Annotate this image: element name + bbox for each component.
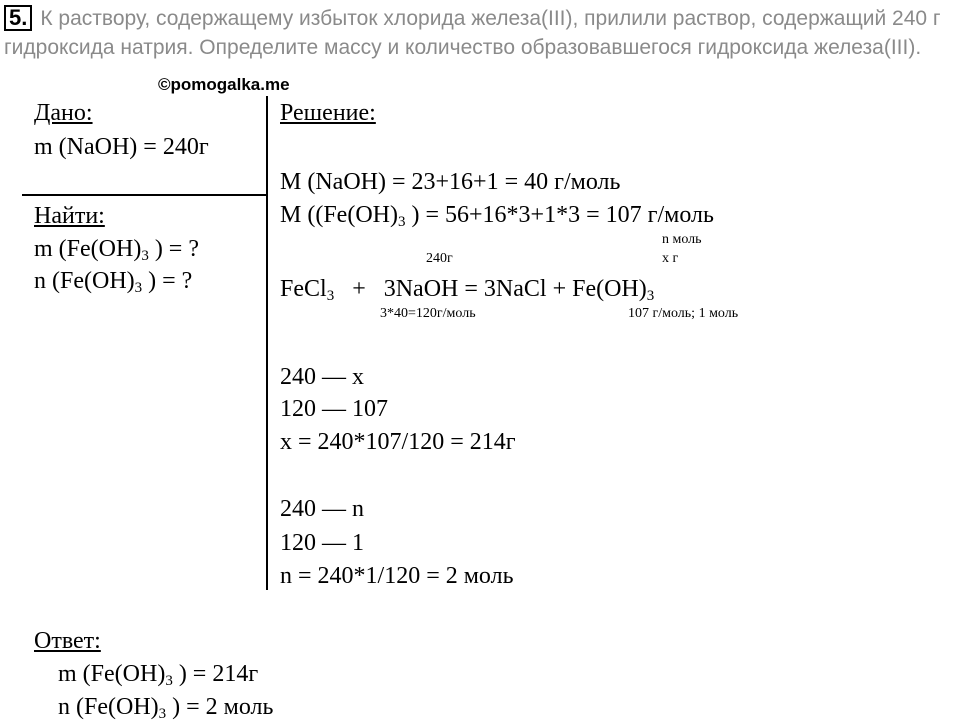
vertical-divider xyxy=(266,96,268,590)
annotation-n-mol: n моль xyxy=(662,232,702,247)
task-statement xyxy=(4,4,954,62)
solution-label: Решение: xyxy=(280,100,376,126)
proportion1-line2: 120 — 107 xyxy=(280,396,388,422)
annotation-naoh-molar: 3*40=120г/моль xyxy=(380,306,476,321)
reaction-equation: FeCl$_3$ + 3NaOH = 3NaCl + $Fe(OH)_3$ xyxy=(280,276,655,304)
proportion1-line1: 240 — x xyxy=(280,364,364,390)
answer-mass: m ($Fe(OH)_3$ ) = 214г xyxy=(58,661,259,689)
molar-mass-feoh3: M (($Fe(OH)_3$ ) = 56+16*3+1*3 = 107 г/моль xyxy=(280,202,714,230)
answer-label: Ответ: xyxy=(34,628,101,654)
answer-amount: n ($Fe(OH)_3$ ) = 2 моль xyxy=(58,694,274,722)
watermark: ©pomogalka.me xyxy=(158,75,290,94)
given-naoh-mass: m (NaOH) = 240г xyxy=(34,134,209,160)
annotation-feoh-molar: 107 г/моль; 1 моль xyxy=(628,306,739,321)
find-amount: n ($Fe(OH)_3$ ) = ? xyxy=(34,268,193,296)
annotation-naoh-mass: 240г xyxy=(426,251,453,266)
proportion2-line1: 240 — n xyxy=(280,496,364,522)
horizontal-divider xyxy=(22,194,266,196)
molar-mass-naoh: M (NaOH) = 23+16+1 = 40 г/моль xyxy=(280,169,621,195)
given-label: Дано: xyxy=(34,100,93,126)
proportion2-result: n = 240*1/120 = 2 моль xyxy=(280,563,514,589)
proportion2-line2: 120 — 1 xyxy=(280,530,364,556)
annotation-x-g: x г xyxy=(662,251,679,266)
find-mass: m ($Fe(OH)_3$ ) = ? xyxy=(34,236,199,264)
find-label: Найти: xyxy=(34,203,105,229)
task-number: 5. xyxy=(4,5,32,31)
task-text: К раствору, содержащему избыток хлорида железа(III), прилили раствор, содержащий 240 г гидроксида натрия. Определите массу и количество образовавшегося гидроксида железа(III). xyxy=(4,7,941,59)
proportion1-result: x = 240*107/120 = 214г xyxy=(280,429,516,455)
